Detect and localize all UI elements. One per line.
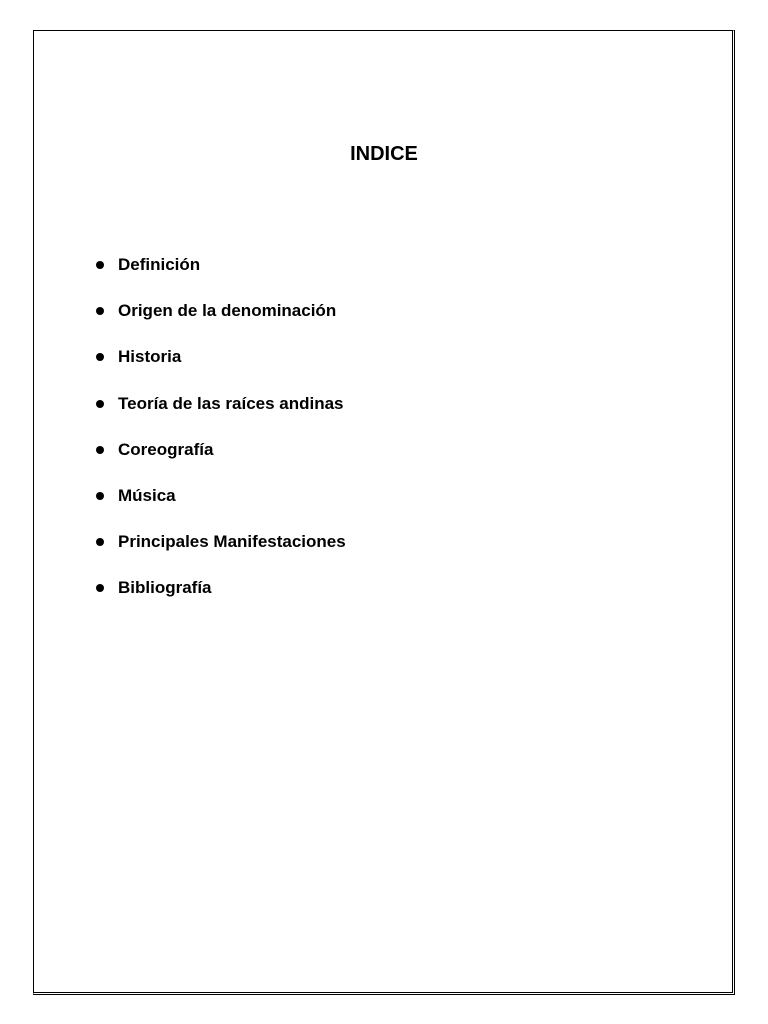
list-item xyxy=(96,565,346,611)
page-title: INDICE xyxy=(350,143,418,165)
list-item-label: Historia xyxy=(118,347,182,367)
list-item-label: Definición xyxy=(118,255,201,275)
list-item-label: Teoría de las raíces andinas xyxy=(118,393,344,413)
list-item-label: Música xyxy=(118,486,176,506)
bullet-icon xyxy=(96,492,104,500)
list-item xyxy=(96,381,346,427)
bullet-icon xyxy=(96,307,104,315)
list-item xyxy=(96,288,346,334)
list-item-label: Principales Manifestaciones xyxy=(118,532,346,552)
list-item xyxy=(96,473,346,519)
bullet-icon xyxy=(96,538,104,546)
bullet-icon xyxy=(96,353,104,361)
bullet-icon xyxy=(96,584,104,592)
list-item xyxy=(96,519,346,565)
bullet-icon xyxy=(96,400,104,408)
list-item-label: Bibliografía xyxy=(118,578,212,598)
list-item xyxy=(96,427,346,473)
list-item xyxy=(96,334,346,380)
bullet-icon xyxy=(96,446,104,454)
list-item xyxy=(96,242,346,288)
table-of-contents xyxy=(96,242,346,612)
bullet-icon xyxy=(96,261,104,269)
list-item-label: Origen de la denominación xyxy=(118,301,337,321)
list-item-label: Coreografía xyxy=(118,439,214,459)
